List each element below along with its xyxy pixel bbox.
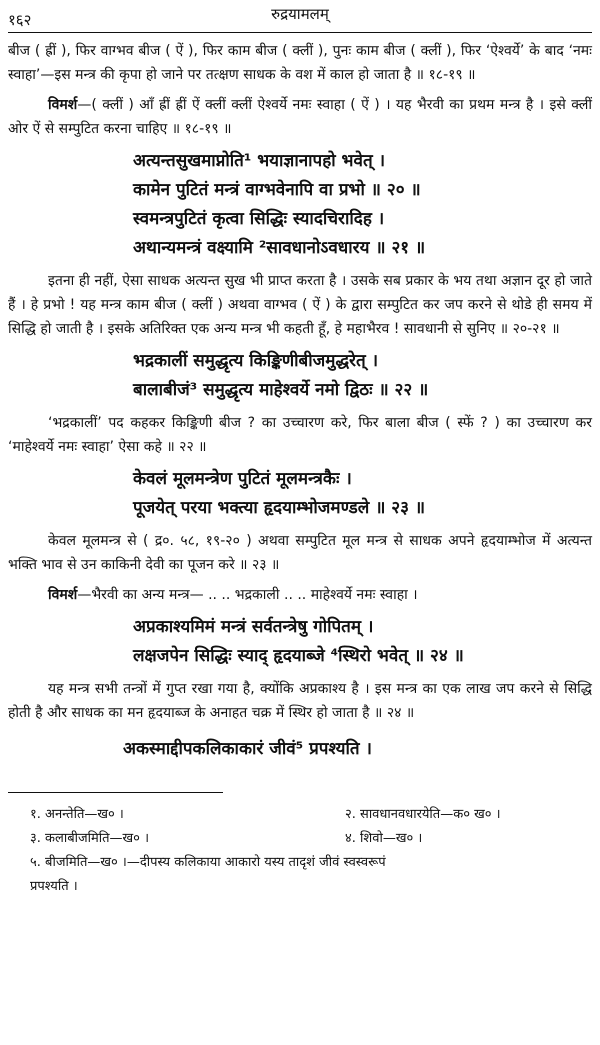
- footnote-row: [30, 827, 592, 851]
- footnote: २. सावधानवधारयेति—क० ख० ।: [345, 807, 501, 822]
- commentary-paragraph-4: ‘भद्रकालीं’ पद कहकर किङ्किणी बीज ? का उच्चारण करे, फिर बाला बीज ( स्फें ? ) का उच्चारण कर ‘माहेश्वर्ये नमः स्वाहा’ ऐसा कहे ॥ २२ ॥: [8, 415, 592, 455]
- vimarsha-label: विमर्श: [48, 97, 78, 113]
- verse-block-25: [8, 735, 592, 764]
- vimarsha-paragraph-1: [8, 93, 592, 141]
- page-title: रुद्रयामलम्: [271, 5, 329, 23]
- verse-block-22: [8, 347, 592, 405]
- verse-block-23: [8, 465, 592, 523]
- verse-line: कामेन पुटितं मन्त्रं वाग्भवेनापि वा प्रभो ॥ २० ॥: [133, 180, 421, 200]
- verse-line: पूजयेत् परया भक्त्या हृदयाम्भोजमण्डले ॥ २३ ॥: [133, 498, 426, 518]
- verse-line: केवलं मूलमन्त्रेण पुटितं मूलमन्त्रकैः ।: [133, 469, 352, 489]
- footnote: ४. शिवो—ख० ।: [345, 831, 423, 846]
- verse-line: स्वमन्त्रपुटितं कृत्वा सिद्धिः स्यादचिरादिह ।: [133, 209, 385, 229]
- footnote-continuation: प्रपश्यति ।: [30, 879, 78, 894]
- verse-block-20-21: [8, 147, 592, 263]
- commentary-paragraph-5: केवल मूलमन्त्र से ( द्र०. ५८, १९-२० ) अथवा सम्पुटित मूल मन्त्र से साधक अपने हृदयाम्भोज में अत्यन्त भक्ति भाव से उन काकिनी देवी का पूजन करे ॥ २३ ॥: [8, 533, 592, 573]
- vimarsha-text: —भैरवी का अन्य मन्त्र— .. .. भद्रकाली .. .. माहेश्वर्ये नमः स्वाहा ।: [77, 587, 418, 603]
- footnotes: [8, 803, 592, 899]
- footnote-rule: [8, 792, 223, 793]
- verse-line: भद्रकालीं समुद्धृत्य किङ्किणीबीजमुद्धरेत् ।: [133, 351, 379, 371]
- commentary-paragraph-1: बीज ( ह्रीं ), फिर वाग्भव बीज ( ऐं ), फिर काम बीज ( क्लीं ), पुनः काम बीज ( क्लीं ), फिर ‘ऐश्वर्ये’ के बाद ‘नमः स्वाहा’—इस मन्त्र की कृपा हो जाने पर तत्क्षण साधक के वश में काल हो जाता है ॥ १८-१९ ॥: [8, 43, 592, 83]
- footnote: ५. बीजमिति—ख० ।—दीपस्य कलिकाया आकारो यस्य तादृशं जीवं स्वस्वरूपं: [30, 855, 386, 870]
- verse-block-24: [8, 613, 592, 671]
- vimarsha-paragraph-2: [8, 583, 592, 607]
- page-header: [8, 4, 592, 30]
- vimarsha-text: —( क्लीं ) आँ ह्रीं ह्रीं ऐं क्लीं क्लीं ऐश्वर्ये नमः स्वाहा ( ऐं ) । यह भैरवी का प्रथम मन्त्र है । इसे क्लीं ओर ऐं से सम्पुटित करना चाहिए ॥ १८-१९ ॥: [8, 97, 592, 137]
- footnote-row: [30, 803, 592, 827]
- commentary-paragraph-7: यह मन्त्र सभी तन्त्रों में गुप्त रखा गया है, क्योंकि अप्रकाश्य है । इस मन्त्र का एक लाख जप करने से सिद्धि होती है और साधक का मन हृदयाब्ज के अनाहत चक्र में स्थिर हो जाता है ॥ २४ ॥: [8, 681, 592, 721]
- verse-line: अथान्यमन्त्रं वक्ष्यामि ²सावधानोऽवधारय ॥ २१ ॥: [133, 238, 426, 258]
- page-number: १६२: [8, 11, 32, 29]
- verse-line: अत्यन्तसुखमाप्नोति¹ भयाज्ञानापहो भवेत् ।: [133, 151, 386, 171]
- vimarsha-label: विमर्श: [48, 587, 78, 603]
- verse-line: अकस्माद्दीपकलिकाकारं जीवं⁵ प्रपश्यति ।: [123, 739, 372, 759]
- footnote: १. अनन्तेति—ख० ।: [30, 807, 124, 822]
- verse-line: अप्रकाश्यमिमं मन्त्रं सर्वतन्त्रेषु गोपितम् ।: [133, 617, 374, 637]
- footnote: ३. कलाबीजमिति—ख० ।: [30, 831, 149, 846]
- header-rule: [8, 32, 592, 33]
- commentary-paragraph-3: इतना ही नहीं, ऐसा साधक अत्यन्त सुख भी प्राप्त करता है । उसके सब प्रकार के भय तथा अज्ञान दूर हो जाते हैं । हे प्रभो ! यह मन्त्र काम बीज ( क्लीं ) अथवा वाग्भव ( ऐं ) के द्वारा सम्पुटित कर जप करने से थोडे ही समय में सिद्धि हो जाती है । इसके अतिरिक्त एक अन्य मन्त्र भी कहती हूँ, हे महाभैरव ! सावधानी से सुनिए ॥ २०-२१ ॥: [8, 273, 592, 337]
- verse-line: बालाबीजं³ समुद्धृत्य माहेश्वर्ये नमो द्विठः ॥ २२ ॥: [133, 380, 429, 400]
- verse-line: लक्षजपेन सिद्धिः स्याद् हृदयाब्जे ⁴स्थिरो भवेत् ॥ २४ ॥: [133, 646, 464, 666]
